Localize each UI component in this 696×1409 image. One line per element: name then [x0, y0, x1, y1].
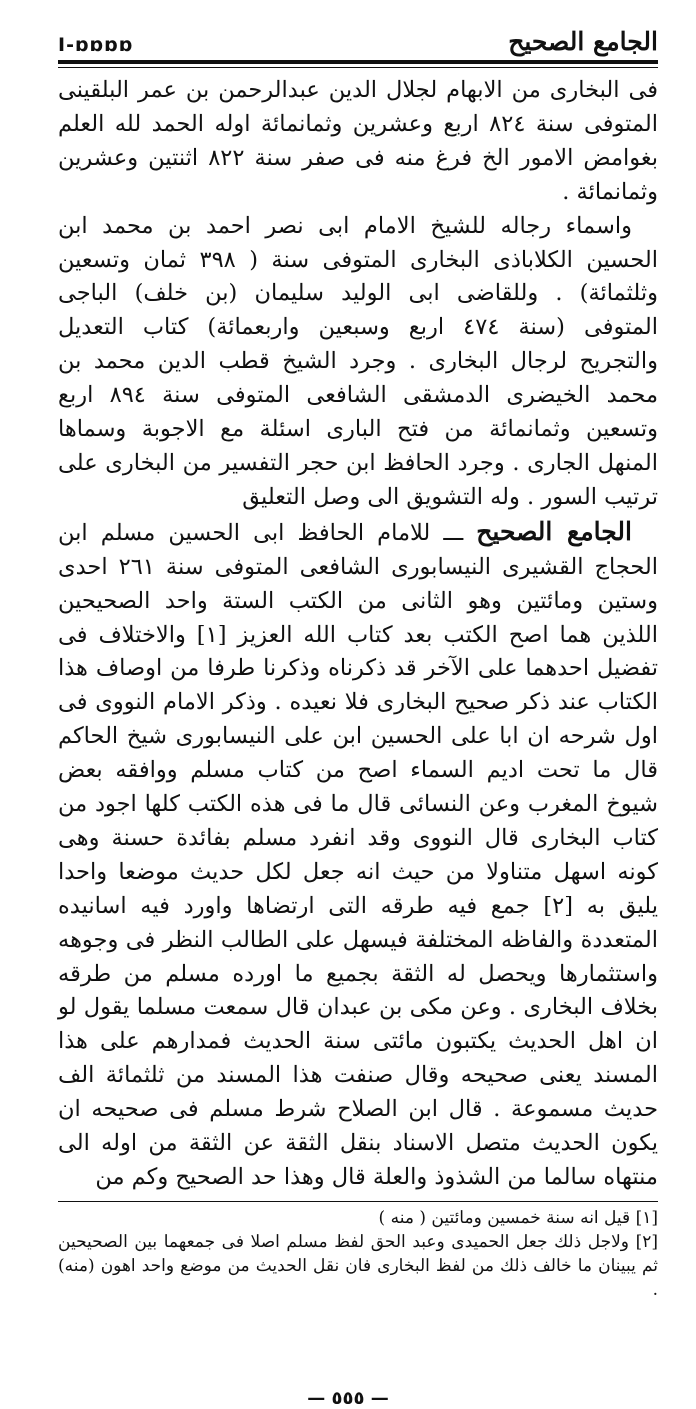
header-rule-thin — [58, 67, 658, 68]
main-text — [58, 74, 658, 1195]
running-header — [58, 22, 658, 56]
paragraph-3 — [58, 515, 658, 1195]
paragraph-2: واسماء رجاله للشيخ الامام ابى نصر احمد بن محمد ابن الحسين الكلاباذى البخارى المتوفى سنة ( ٣٩٨ ثمان وتسعين وثلثمائة) . وللقاضى ابى الوليد سليمان (بن خلف) الباجى المتوفى (سنة ٤٧٤ اربع وسبعين واربعمائة) كتاب التعديل والتجريح لرجال البخارى . وجرد الشيخ قطب الدين محمد بن محمد الخيضرى الدمشقى الشافعى المتوفى سنة ٨٩٤ اربع وتسعين وثمانمائة من فتح البارى اسئلة مع الاجوبة وسماها المنهل الجارى . وجرد الحافظ ابن حجر التفسير من البخارى على ترتيب السور . وله التشويق الى وصل التعليق — [58, 212, 658, 510]
page-number: I-ɒɒɒɒ — [58, 34, 134, 56]
footnote-2: [٢] ولاجل ذلك جعل الحميدى وعبد الحق لفظ مسلم اصلا فى جمعهما بين الصحيحين ثم يبينان ما خالف ذلك من لفظ البخارى فان نقل الحديث من موضع واحد اهون (منه) . — [58, 1231, 659, 1300]
page — [58, 22, 658, 1302]
paragraph-1: فى البخارى من الابهام لجلال الدين عبدالرحمن بن عمر البلقينى المتوفى سنة ٨٢٤ اربع وعشرين وثمانمائة اوله الحمد لله العلم بغوامض الامور الخ فرغ منه فى صفر سنة ٨٢٢ اثنتين وعشرين وثمانمائة . — [58, 77, 659, 205]
running-title: الجامع الصحيح — [508, 27, 658, 56]
footnote-1: [١] قيل انه سنة خمسين ومائتين ( منه ) — [378, 1207, 658, 1228]
page-footer-marker: — ٥٥٥ — — [307, 1388, 389, 1409]
footnote-rule — [58, 1201, 658, 1202]
entry-heading: الجامع الصحيح — [476, 516, 632, 546]
paragraph-3-text: ـــ للامام الحافظ ابى الحسين مسلم ابن الحجاج القشيرى النيسابورى الشافعى المتوفى سنة ٢٦١ احدى وستين ومائتين وهو الثانى من الكتب الستة واحد الصحيحين اللذين هما اصح الكتب بعد كتاب الله العزيز [١] والاختلاف فى تفضيل احدهما على الآخر قد ذكرناه وذكرنا طرفا من اوصاف هذا الكتاب عند ذكر صحيح البخارى فلا نعيده . وذكر الامام النووى فى اول شرحه ان ابا على الحسين ابن على النيسابورى شيخ الحاكم قال ما تحت اديم السماء اصح من كتاب مسلم ووافقه بعض شيوخ المغرب وعن النسائى قال ما فى هذه الكتب كلها اجود من كتاب البخارى قال النووى وقد انفرد مسلم بفائدة حسنة وهى كونه اسهل متناولا من حيث انه جعل لكل حديث موضعا واحدا يليق به [٢] جمع فيه طرقه التى ارتضاها واورد فيه اسانيده المتعددة والفاظه المختلفة فيسهل على الطالب النظر فى وجوهه واستثمارها ويحصل له الثقة بجميع ما اورده مسلم من طرقه بخلاف البخارى . وعن مكى بن عبدان قال سمعت مسلما يقول لو ان اهل الحديث يكتبون مائتى سنة الحديث فمدارهم على هذا المسند يعنى صحيحه وقال صنفت هذا المسند من ثلثمائة الف حديث مسموعة . قال ابن الصلاح شرط مسلم فى صحيحه ان يكون الحديث متصل الاسناد بنقل الثقة عن الثقة من اوله الى منتهاه سالما من الشذوذ والعلة قال وهذا حد الصحيح وكم من — [58, 519, 658, 1190]
header-rule-thick — [58, 60, 658, 64]
footnotes — [58, 1206, 658, 1302]
